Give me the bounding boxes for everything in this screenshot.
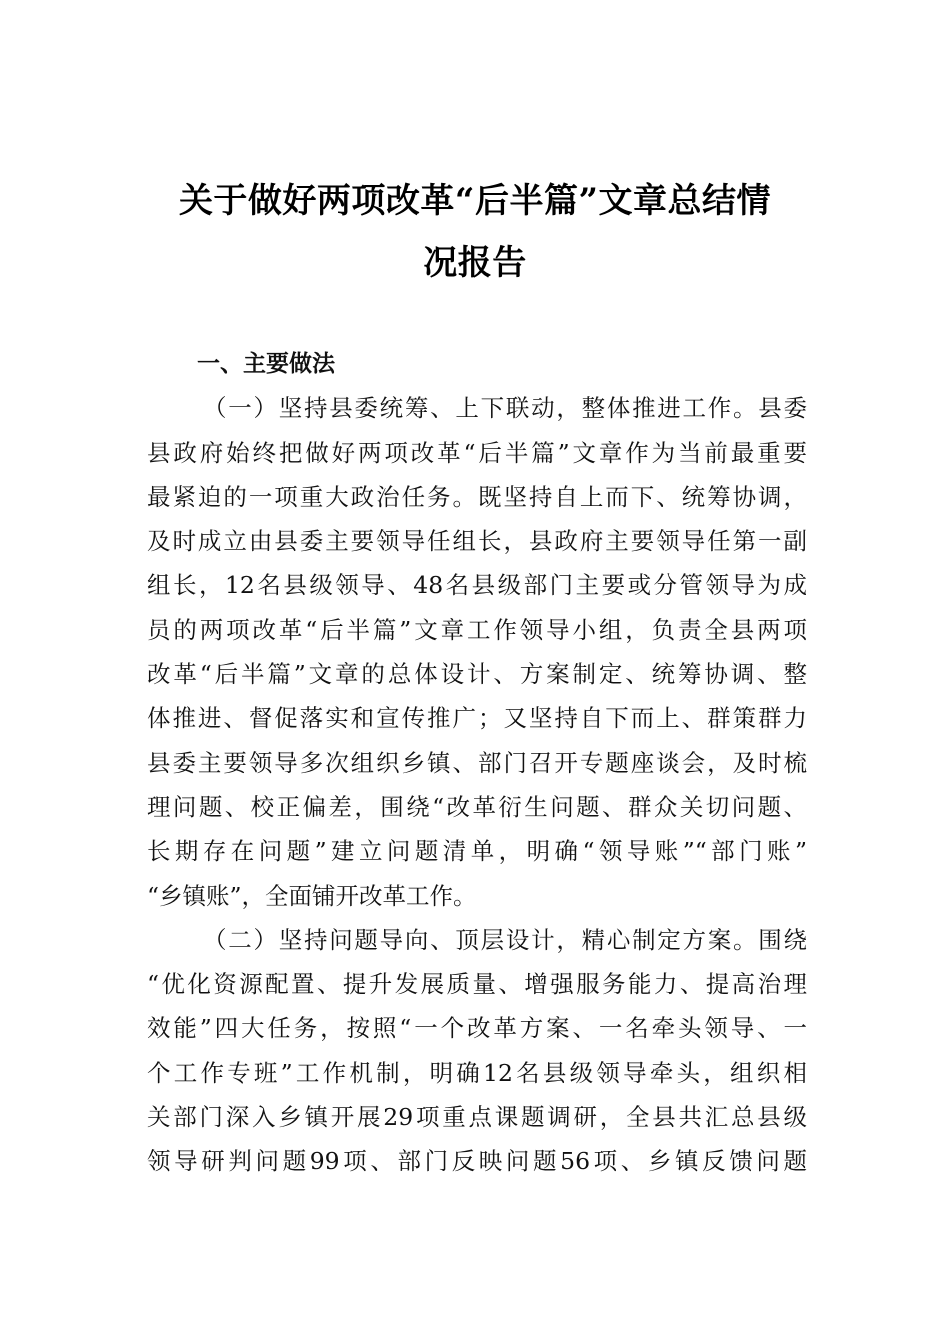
paragraph-line: 长期存在问题”建立问题清单，明确“领导账”“部门账” [147, 837, 807, 866]
paragraph-line: 县政府始终把做好两项改革“后半篇”文章作为当前最重要 [147, 438, 807, 467]
paragraph-line: 改革“后半篇”文章的总体设计、方案制定、统筹协调、整 [147, 660, 807, 689]
paragraph-line: 最紧迫的一项重大政治任务。既坚持自上而下、统筹协调， [147, 482, 807, 511]
paragraph-line: （一）坚持县委统筹、上下联动，整体推进工作。县委 [203, 394, 807, 423]
paragraph-line: 员的两项改革“后半篇”文章工作领导小组，负责全县两项 [147, 615, 807, 644]
paragraph-line: 体推进、督促落实和宣传推广；又坚持自下而上、群策群力 [147, 704, 807, 733]
paragraph-line: 理问题、校正偏差，围绕“改革衍生问题、群众关切问题、 [147, 792, 807, 821]
title-line-2: 况报告 [423, 243, 527, 283]
title-line-1: 关于做好两项改革“后半篇”文章总结情 [178, 181, 772, 221]
paragraph-line: 关部门深入乡镇开展29项重点课题调研，全县共汇总县级 [147, 1103, 807, 1132]
paragraph-line: 效能”四大任务，按照“一个改革方案、一名牵头领导、一 [147, 1014, 807, 1043]
paragraph-2 [147, 918, 807, 1184]
paragraph-line: 领导研判问题99项、部门反映问题56项、乡镇反馈问题 [147, 1147, 807, 1176]
paragraph-line: 个工作专班”工作机制，明确12名县级领导牵头，组织相 [147, 1058, 807, 1087]
paragraph-line: （二）坚持问题导向、顶层设计，精心制定方案。围绕 [203, 925, 807, 954]
paragraph-line: “优化资源配置、提升发展质量、增强服务能力、提高治理 [147, 970, 807, 999]
paragraph-line: 组长，12名县级领导、48名县级部门主要或分管领导为成 [147, 571, 807, 600]
paragraph-line: 县委主要领导多次组织乡镇、部门召开专题座谈会，及时梳 [147, 748, 807, 777]
document-body [147, 342, 807, 1184]
paragraph-line: “乡镇账”，全面铺开改革工作。 [147, 881, 477, 910]
paragraph-1 [147, 386, 807, 918]
document-title [140, 170, 810, 294]
paragraph-line: 及时成立由县委主要领导任组长，县政府主要领导任第一副 [147, 527, 807, 556]
section-heading: 一、主要做法 [197, 351, 335, 377]
